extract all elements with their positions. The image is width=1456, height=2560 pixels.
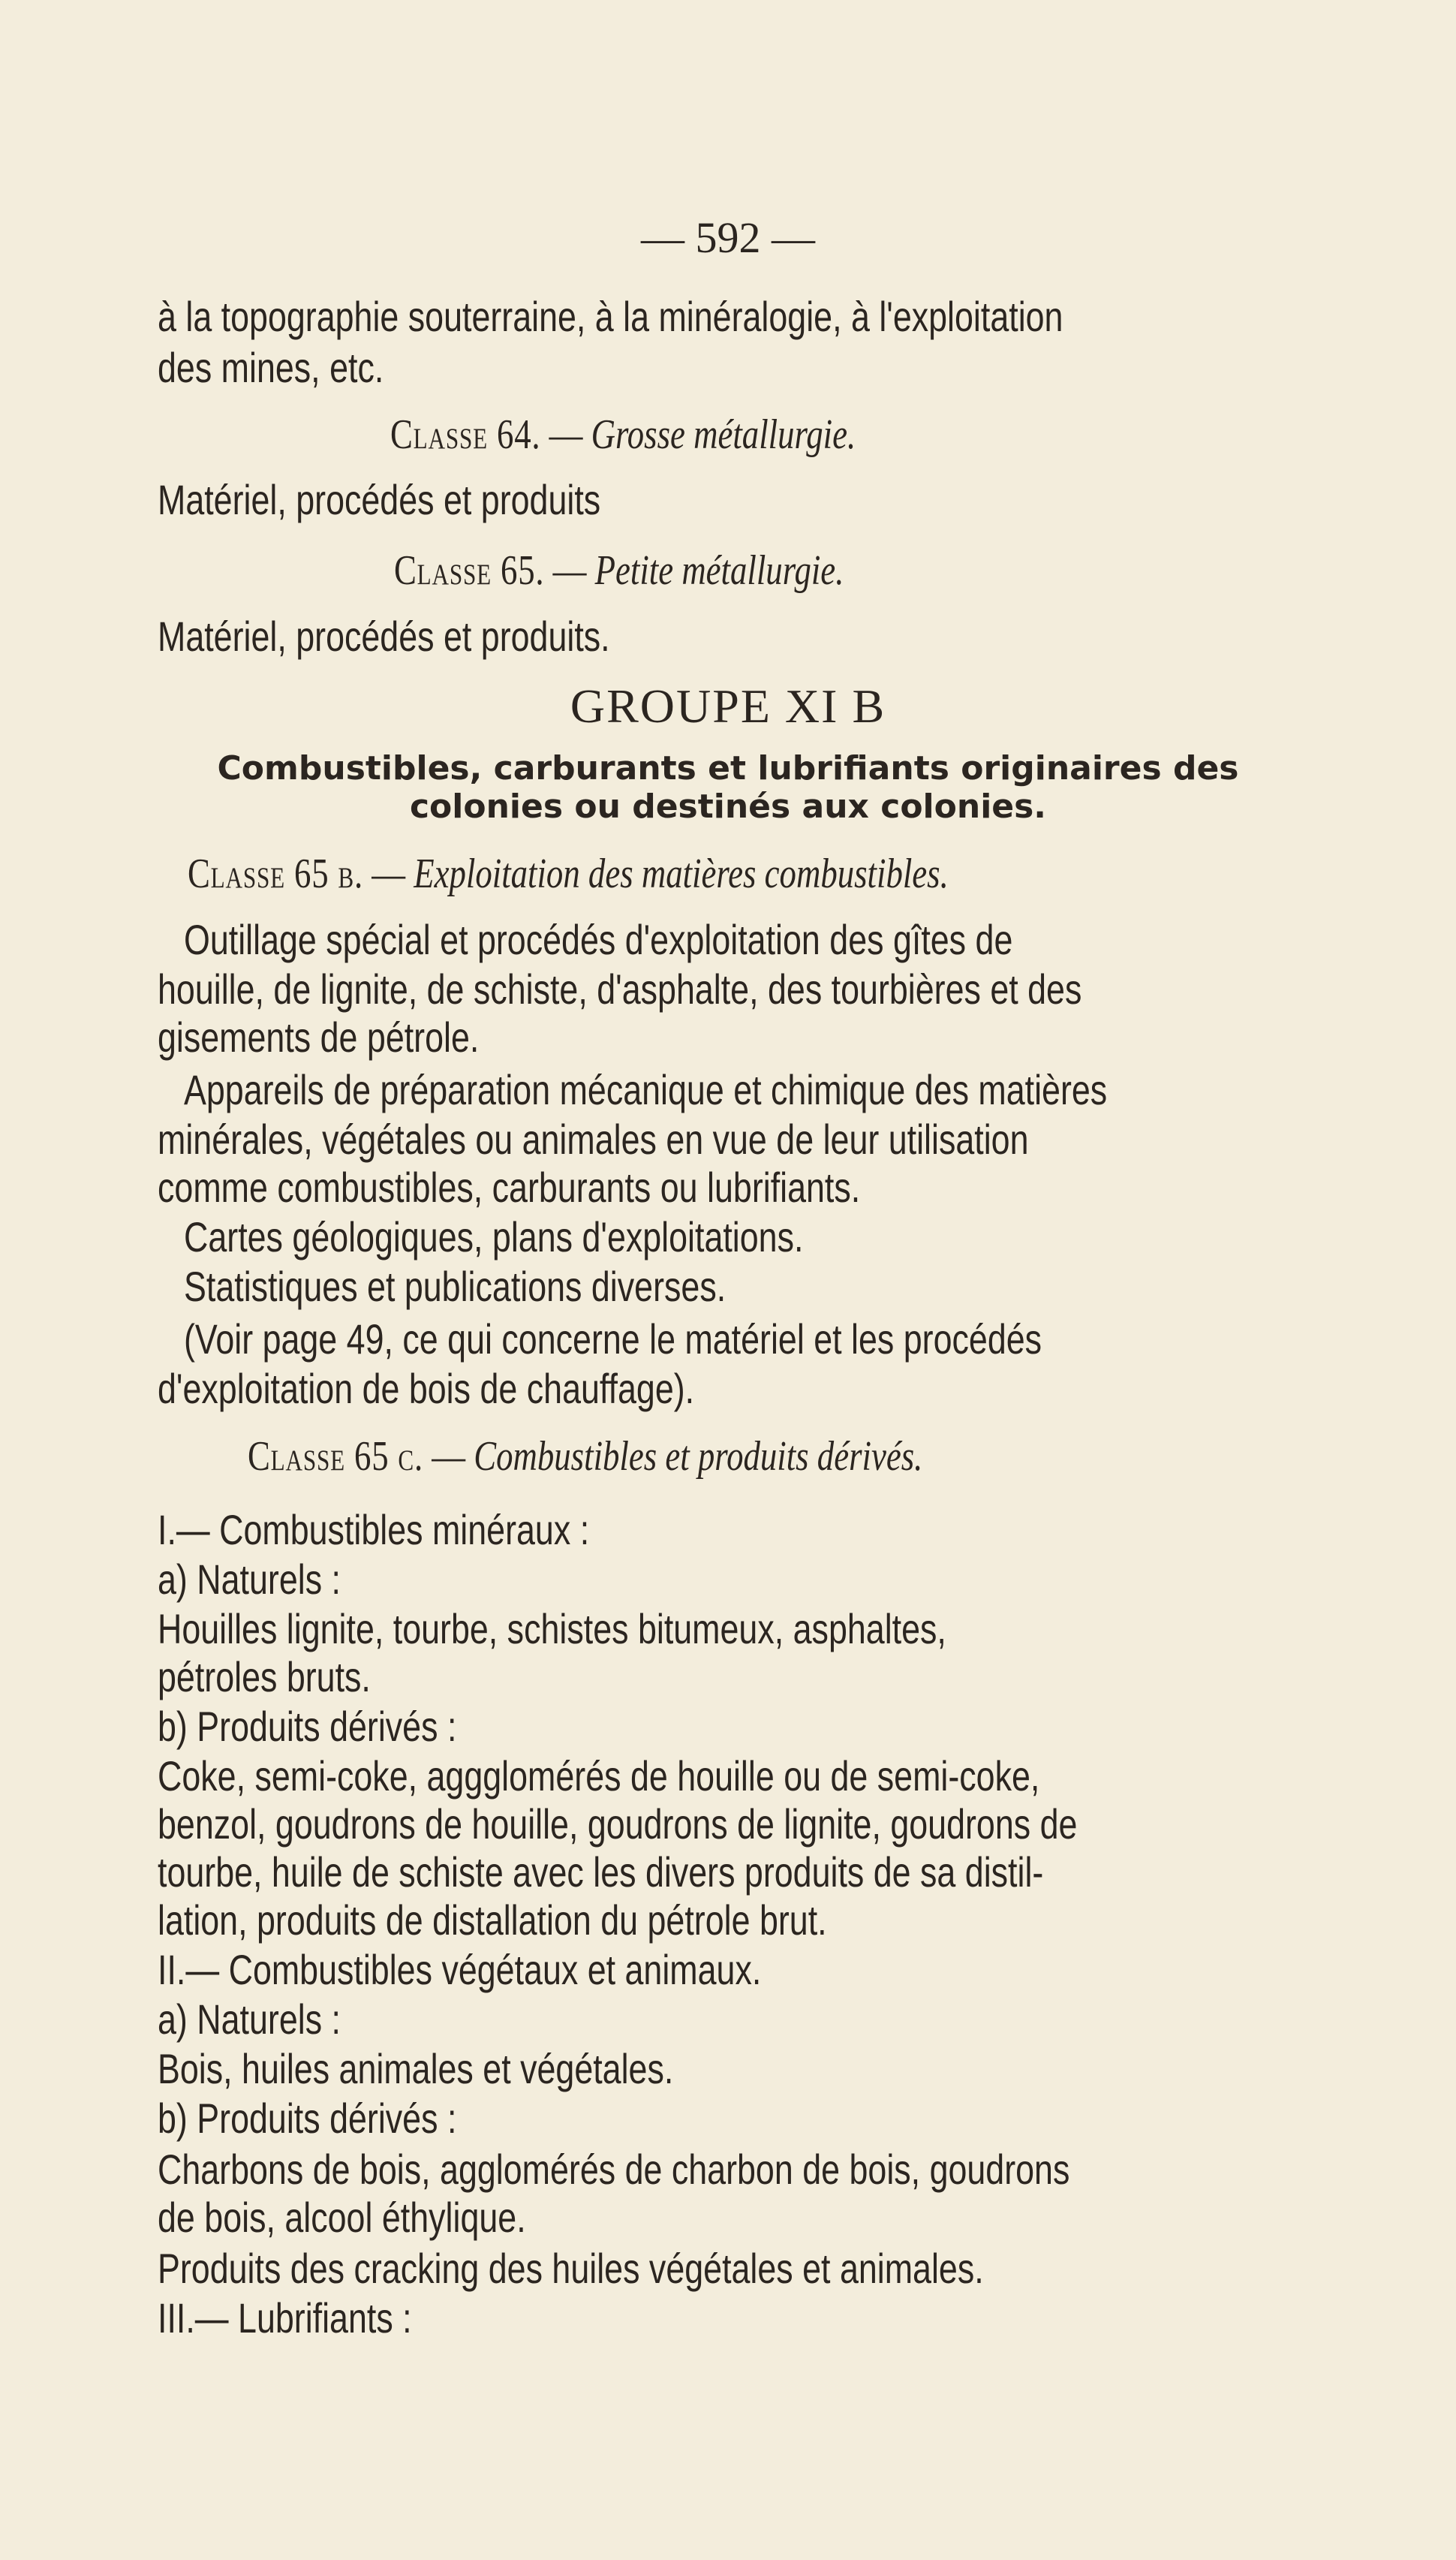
class-heading-65b bbox=[188, 848, 949, 899]
em-dash: — bbox=[432, 1433, 466, 1480]
text-line: Produits des cracking des huiles végétales et animales. bbox=[158, 2245, 984, 2292]
class-heading-64 bbox=[390, 409, 856, 460]
text-line: gisements de pétrole. bbox=[158, 1013, 480, 1061]
class-label: Classe 64. bbox=[390, 411, 541, 458]
class-heading-65 bbox=[394, 545, 844, 596]
section-heading: II.— Combustibles végétaux et animaux. bbox=[158, 1946, 762, 1993]
text-line: des mines, etc. bbox=[158, 344, 384, 391]
subsection-heading: b) Produits dérivés : bbox=[158, 2095, 457, 2142]
text-line: à la topographie souterraine, à la minéralogie, à l'exploitation bbox=[158, 293, 1063, 340]
section-heading: I.— Combustibles minéraux : bbox=[158, 1506, 590, 1553]
text-line: Bois, huiles animales et végétales. bbox=[158, 2045, 674, 2092]
text-line: Matériel, procédés et produits bbox=[158, 476, 601, 523]
group-subtitle-line: colonies ou destinés aux colonies. bbox=[409, 788, 1047, 826]
text-line: Outillage spécial et procédés d'exploitation des gîtes de bbox=[184, 916, 1013, 963]
class-label: Classe 65 b. bbox=[188, 851, 364, 897]
class-title: Combustibles et produits dérivés. bbox=[474, 1433, 923, 1480]
text-line: (Voir page 49, ce qui concerne le matériel et les procédés bbox=[184, 1315, 1042, 1363]
page-number: — 592 — bbox=[641, 213, 815, 262]
text-line: minérales, végétales ou animales en vue de leur utilisation bbox=[158, 1116, 1029, 1163]
em-dash: — bbox=[552, 547, 587, 594]
subsection-heading: b) Produits dérivés : bbox=[158, 1703, 457, 1750]
text-line: tourbe, huile de schiste avec les divers produits de sa distil- bbox=[158, 1848, 1044, 1896]
text-line: Matériel, procédés et produits. bbox=[158, 613, 610, 660]
text-line: Coke, semi-coke, aggglomérés de houille ou de semi-coke, bbox=[158, 1752, 1040, 1800]
text-line: pétroles bruts. bbox=[158, 1653, 371, 1700]
text-line: Cartes géologiques, plans d'exploitations. bbox=[184, 1213, 804, 1260]
text-line: de bois, alcool éthylique. bbox=[158, 2194, 526, 2241]
group-subtitle-line: Combustibles, carburants et lubrifiants originaires des bbox=[217, 749, 1239, 788]
class-label: Classe 65 c. bbox=[248, 1433, 424, 1480]
text-line: lation, produits de distallation du pétrole brut. bbox=[158, 1896, 827, 1944]
class-heading-65c bbox=[248, 1431, 922, 1482]
text-line: benzol, goudrons de houille, goudrons de lignite, goudrons de bbox=[158, 1800, 1078, 1848]
text-line: Charbons de bois, agglomérés de charbon de bois, goudrons bbox=[158, 2146, 1070, 2193]
em-dash: — bbox=[372, 851, 406, 897]
text-line: Statistiques et publications diverses. bbox=[184, 1263, 726, 1310]
section-heading: III.— Lubrifiants : bbox=[158, 2294, 412, 2342]
group-title: GROUPE XI B bbox=[570, 679, 886, 733]
text-line: comme combustibles, carburants ou lubrifiants. bbox=[158, 1164, 861, 1211]
em-dash: — bbox=[549, 411, 583, 458]
text-line: Appareils de préparation mécanique et chimique des matières bbox=[184, 1066, 1108, 1113]
class-title: Petite métallurgie. bbox=[594, 547, 844, 594]
class-title: Grosse métallurgie. bbox=[591, 411, 856, 458]
text-line: Houilles lignite, tourbe, schistes bitumeux, asphaltes, bbox=[158, 1605, 946, 1652]
subsection-heading: a) Naturels : bbox=[158, 1556, 341, 1603]
text-line: houille, de lignite, de schiste, d'asphalte, des tourbières et des bbox=[158, 965, 1082, 1013]
class-label: Classe 65. bbox=[394, 547, 545, 594]
text-line: d'exploitation de bois de chauffage). bbox=[158, 1365, 695, 1412]
class-title: Exploitation des matières combustibles. bbox=[414, 851, 949, 897]
subsection-heading: a) Naturels : bbox=[158, 1995, 341, 2043]
